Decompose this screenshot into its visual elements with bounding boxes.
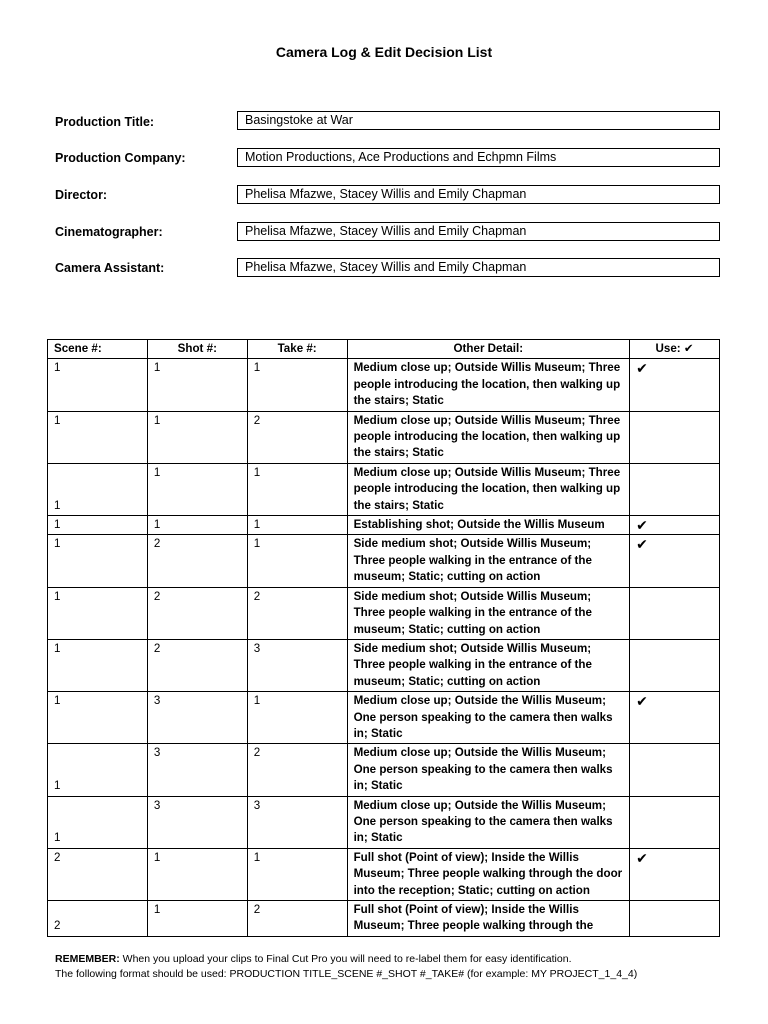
use-checkmark <box>630 463 720 515</box>
scene-cell: 2 <box>48 901 148 937</box>
table-row <box>48 744 720 796</box>
use-checkmark <box>630 744 720 796</box>
use-header: Use: ✔ <box>630 340 720 359</box>
table-row <box>48 848 720 900</box>
table-row <box>48 411 720 463</box>
shot-cell: 2 <box>147 587 247 639</box>
director-label: Director: <box>55 188 108 202</box>
detail-cell: Side medium shot; Outside Willis Museum; Three people walking in the entrance of the museum; Static; cutting on action <box>347 535 630 587</box>
detail-cell: Side medium shot; Outside Willis Museum; Three people walking in the entrance of the museum; Static; cutting on action <box>347 639 630 691</box>
scene-cell: 1 <box>48 463 148 515</box>
table-row <box>48 587 720 639</box>
production-company-field[interactable]: Motion Productions, Ace Productions and Echpmn Films <box>237 148 720 167</box>
footer-line-2: The following format should be used: PRODUCTION TITLE_SCENE #_SHOT #_TAKE# (for example: MY PROJECT_1_4_4) <box>55 968 638 980</box>
shot-cell: 1 <box>147 901 247 937</box>
cinematographer-label: Cinematographer: <box>55 225 163 239</box>
table-row <box>48 516 720 535</box>
production-company-label: Production Company: <box>55 151 186 165</box>
detail-cell: Full shot (Point of view); Inside the Willis Museum; Three people walking through the door into the reception; Static; cutting on action <box>347 848 630 900</box>
table-header-row <box>48 340 720 359</box>
shot-cell: 3 <box>147 744 247 796</box>
production-title-field[interactable]: Basingstoke at War <box>237 111 720 130</box>
shot-cell: 1 <box>147 848 247 900</box>
detail-cell: Medium close up; Outside Willis Museum; Three people introducing the location, then walking up the stairs; Static <box>347 411 630 463</box>
detail-cell: Side medium shot; Outside Willis Museum; Three people walking in the entrance of the museum; Static; cutting on action <box>347 587 630 639</box>
take-cell: 2 <box>247 587 347 639</box>
scene-cell: 1 <box>48 516 148 535</box>
detail-cell: Establishing shot; Outside the Willis Museum <box>347 516 630 535</box>
use-checkmark: ✔ <box>630 848 720 900</box>
scene-cell: 1 <box>48 359 148 411</box>
camera-assistant-label: Camera Assistant: <box>55 261 165 275</box>
detail-cell: Medium close up; Outside the Willis Museum; One person speaking to the camera then walks in; Static <box>347 744 630 796</box>
detail-cell: Medium close up; Outside Willis Museum; Three people introducing the location, then walking up the stairs; Static <box>347 463 630 515</box>
table-row <box>48 359 720 411</box>
production-title-label: Production Title: <box>55 115 155 129</box>
use-checkmark: ✔ <box>630 359 720 411</box>
shot-cell: 1 <box>147 463 247 515</box>
take-cell: 2 <box>247 744 347 796</box>
take-cell: 1 <box>247 848 347 900</box>
scene-cell: 1 <box>48 796 148 848</box>
scene-cell: 1 <box>48 639 148 691</box>
take-cell: 1 <box>247 692 347 744</box>
detail-header: Other Detail: <box>347 340 630 359</box>
scene-cell: 1 <box>48 535 148 587</box>
use-checkmark <box>630 901 720 937</box>
detail-cell: Medium close up; Outside the Willis Museum; One person speaking to the camera then walks in; Static <box>347 796 630 848</box>
page-title: Camera Log & Edit Decision List <box>275 44 493 60</box>
camera-assistant-field[interactable]: Phelisa Mfazwe, Stacey Willis and Emily Chapman <box>237 258 720 277</box>
take-header: Take #: <box>247 340 347 359</box>
scene-cell: 1 <box>48 692 148 744</box>
use-checkmark: ✔ <box>630 692 720 744</box>
use-checkmark <box>630 411 720 463</box>
use-checkmark: ✔ <box>630 516 720 535</box>
table-row <box>48 901 720 937</box>
take-cell: 2 <box>247 411 347 463</box>
shot-cell: 3 <box>147 796 247 848</box>
table-row <box>48 796 720 848</box>
table-row <box>48 692 720 744</box>
shot-cell: 1 <box>147 359 247 411</box>
take-cell: 2 <box>247 901 347 937</box>
camera-log-table <box>47 339 720 937</box>
footer-note <box>55 952 637 982</box>
use-checkmark <box>630 796 720 848</box>
use-checkmark <box>630 639 720 691</box>
shot-cell: 2 <box>147 639 247 691</box>
detail-cell: Medium close up; Outside Willis Museum; Three people introducing the location, then walking up the stairs; Static <box>347 359 630 411</box>
take-cell: 3 <box>247 796 347 848</box>
take-cell: 1 <box>247 516 347 535</box>
use-checkmark: ✔ <box>630 535 720 587</box>
use-checkmark <box>630 587 720 639</box>
table-row <box>48 535 720 587</box>
scene-cell: 1 <box>48 411 148 463</box>
detail-cell: Full shot (Point of view); Inside the Willis Museum; Three people walking through the <box>347 901 630 937</box>
remember-label: REMEMBER: <box>55 953 120 965</box>
take-cell: 1 <box>247 535 347 587</box>
take-cell: 1 <box>247 359 347 411</box>
shot-cell: 2 <box>147 535 247 587</box>
cinematographer-field[interactable]: Phelisa Mfazwe, Stacey Willis and Emily Chapman <box>237 222 720 241</box>
take-cell: 1 <box>247 463 347 515</box>
take-cell: 3 <box>247 639 347 691</box>
scene-cell: 2 <box>48 848 148 900</box>
scene-cell: 1 <box>48 744 148 796</box>
scene-cell: 1 <box>48 587 148 639</box>
table-row <box>48 639 720 691</box>
shot-cell: 3 <box>147 692 247 744</box>
table-row <box>48 463 720 515</box>
scene-header: Scene #: <box>48 340 148 359</box>
shot-header: Shot #: <box>147 340 247 359</box>
shot-cell: 1 <box>147 411 247 463</box>
footer-line-1: When you upload your clips to Final Cut Pro you will need to re-label them for easy identification. <box>119 953 572 965</box>
detail-cell: Medium close up; Outside the Willis Museum; One person speaking to the camera then walks in; Static <box>347 692 630 744</box>
director-field[interactable]: Phelisa Mfazwe, Stacey Willis and Emily Chapman <box>237 185 720 204</box>
shot-cell: 1 <box>147 516 247 535</box>
